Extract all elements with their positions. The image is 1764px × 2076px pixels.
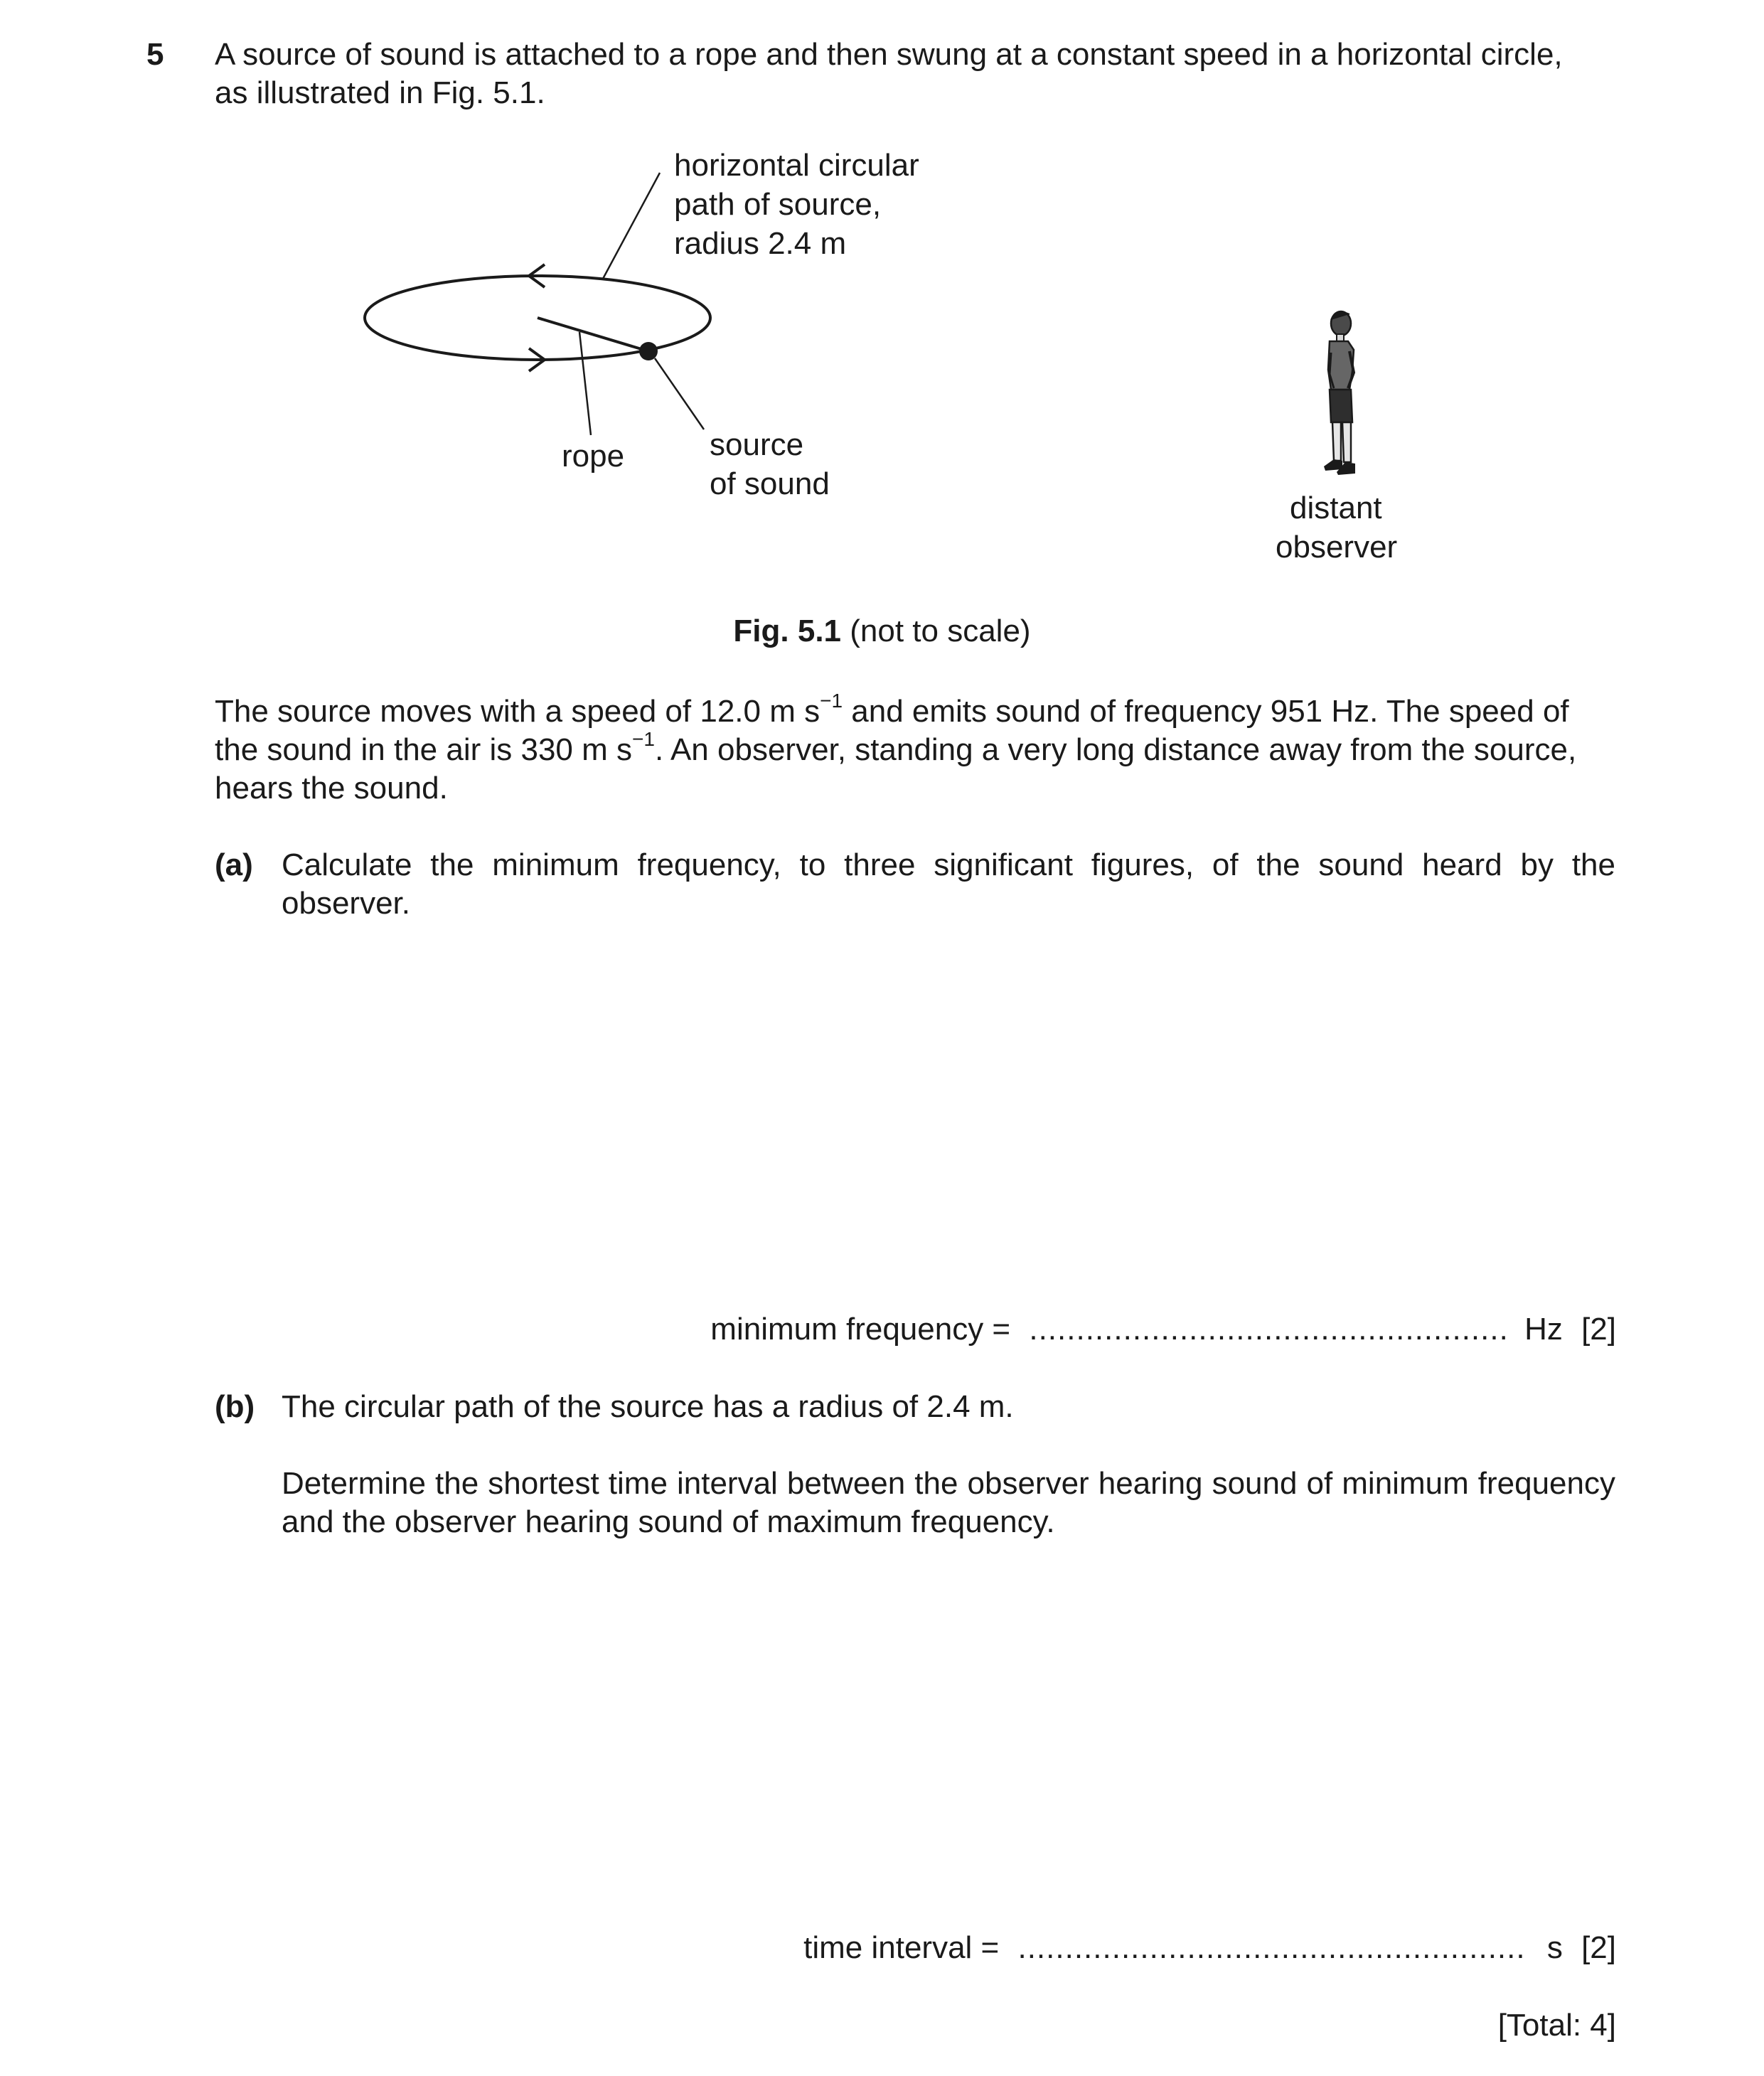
body-line-1 [215,692,1615,731]
leader-rope [579,332,591,435]
label-rope: rope [562,439,625,473]
label-path-line-2: path of source, [674,187,882,222]
leader-source [655,358,704,429]
part-b-label: (b) [215,1389,255,1424]
label-path-line-1: horizontal circular [674,148,919,183]
question-intro-line-1: A source of sound is attached to a rope and then swung at a constant speed in a horizontal circle, [215,37,1563,72]
label-observer-line-1: distant [1290,491,1382,525]
label-observer-line-2: observer [1276,530,1398,565]
part-b-answer-blank[interactable]: ...................................................... [1017,1930,1526,1965]
part-a-label: (a) [215,847,253,882]
part-b-marks: [2] [1581,1930,1616,1965]
body-line-3: hears the sound. [215,771,448,806]
rope [538,318,648,351]
question-number: 5 [146,37,164,72]
figure-caption-note: (not to scale) [841,614,1031,648]
figure-caption [0,612,1764,651]
body-line-1-b: and emits sound of frequency 951 Hz. The speed of [843,694,1569,729]
label-source-line-1: source [710,427,804,462]
body-line-1-a: The source moves with a speed of 12.0 m s [215,694,820,729]
part-a-answer-line [710,1310,1616,1349]
part-a-answer-label: minimum frequency = [710,1312,1011,1347]
observer-figure [1324,311,1355,475]
part-a-answer-blank[interactable]: ................................................... [1029,1312,1509,1347]
label-source-line-2: of sound [710,466,830,501]
unit-exponent-2: −1 [632,728,655,751]
sound-source [639,342,658,360]
part-a-text: Calculate the minimum frequency, to three significant figures, of the sound heard by the observer. [282,847,1615,921]
part-b-text-1: The circular path of the source has a radius of 2.4 m. [282,1389,1014,1424]
label-path-line-3: radius 2.4 m [674,226,847,261]
body-line-2-b: . An observer, standing a very long distance away from the source, [654,732,1577,767]
part-b-answer-label: time interval = [803,1930,1000,1965]
total-marks: [Total: 4] [1497,2008,1616,2043]
body-line-2 [215,728,1577,769]
body-line-2-a: the sound in the air is 330 m s [215,732,632,767]
figure-caption-number: Fig. 5.1 [733,614,842,648]
unit-exponent-1: −1 [820,690,843,712]
part-b-answer-unit: s [1546,1930,1563,1965]
question-intro-line-2: as illustrated in Fig. 5.1. [215,75,545,110]
leader-path [603,173,660,279]
part-a-answer-unit: Hz [1524,1312,1563,1347]
part-a-marks: [2] [1581,1312,1616,1347]
part-b-answer-line [803,1929,1616,1967]
part-b-text-2: Determine the shortest time interval between the observer hearing sound of minimum frequency and the observer hearing sound of maximum frequency. [282,1466,1615,1539]
